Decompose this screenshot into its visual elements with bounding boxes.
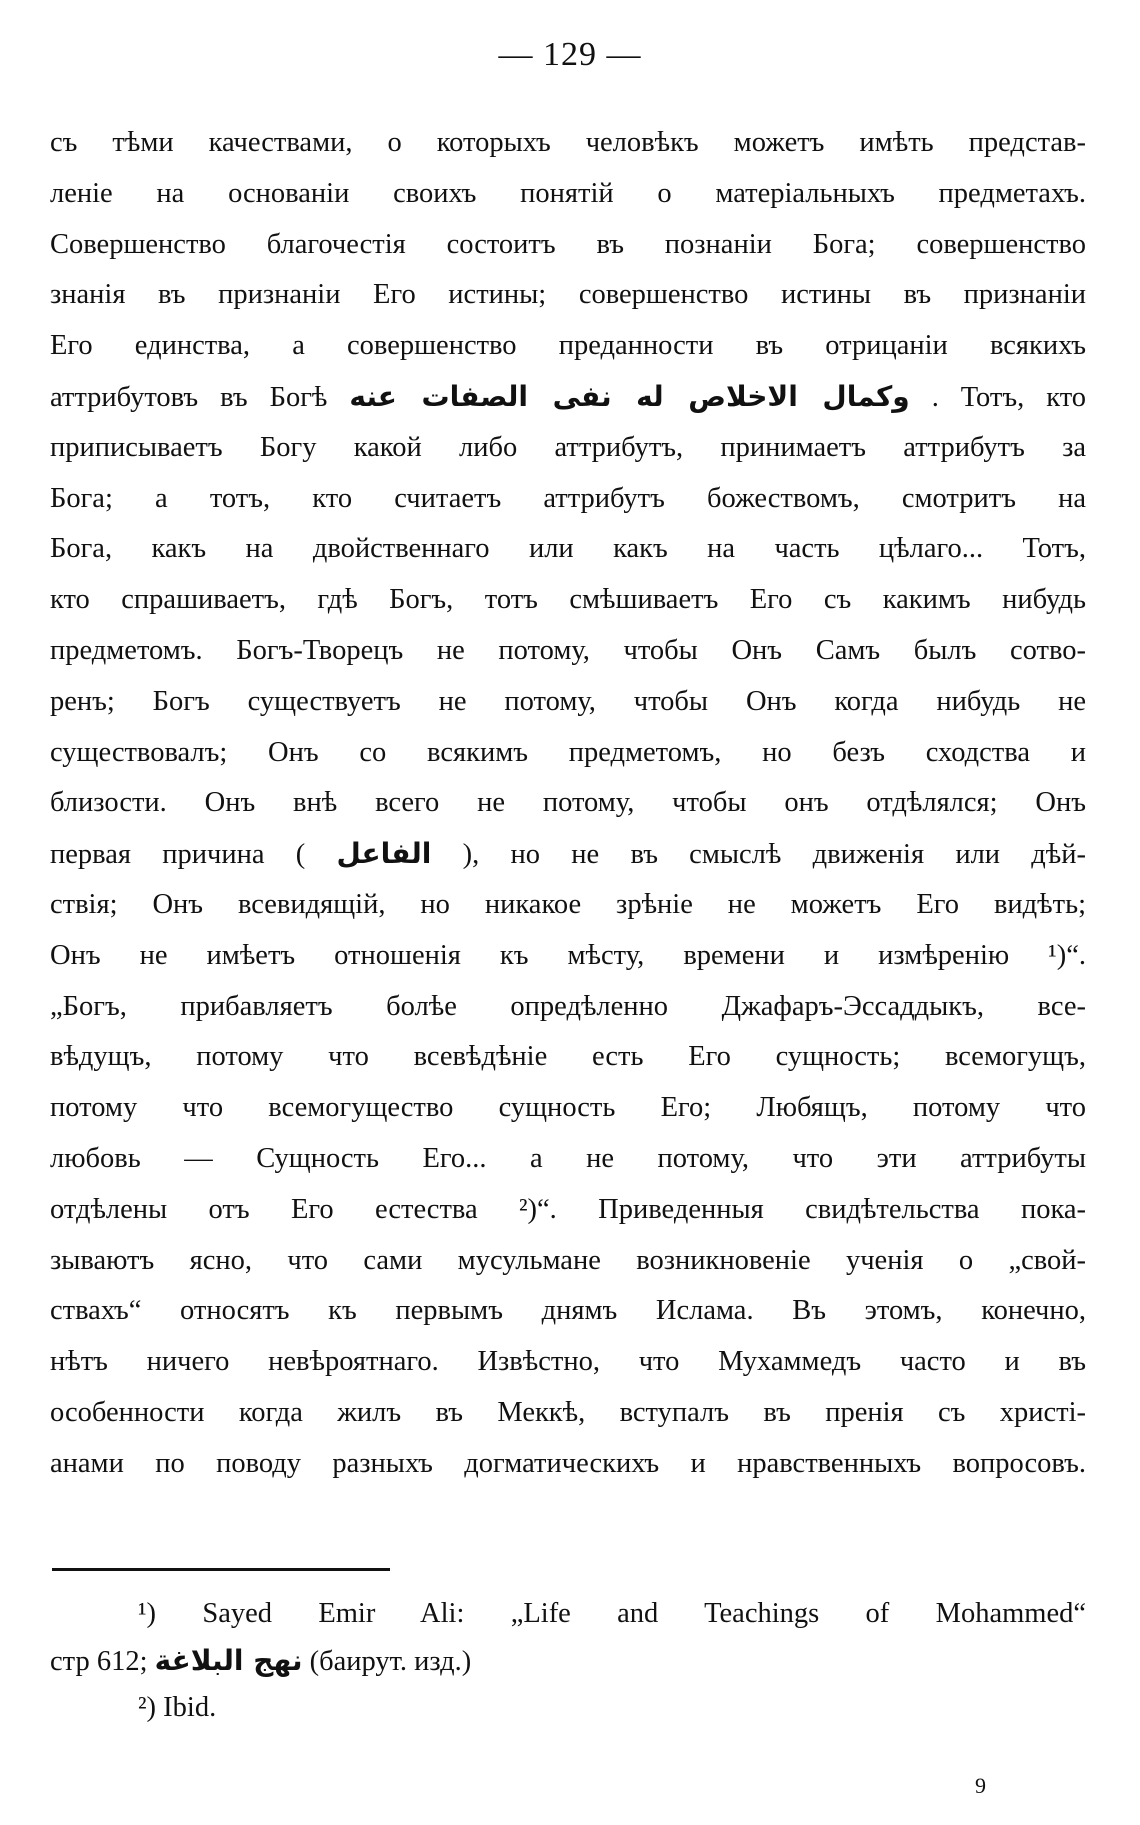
text-segment: первая причина ( (50, 839, 306, 871)
text-line: знанія въ признаніи Его истины; совершенство истины въ признаніи (50, 279, 1086, 311)
footnote-2: ²) Ibid. (138, 1692, 217, 1723)
text-line: Онъ не имѣетъ отношенія къ мѣсту, времени и измѣренію ¹)“. (50, 939, 1086, 971)
text-line: ствія; Онъ всевидящій, но никакое зрѣніе не можетъ Его видѣть; (50, 888, 1086, 920)
text-line: приписываетъ Богу какой либо аттрибутъ, принимаетъ аттрибутъ за (50, 431, 1086, 463)
text-segment: аттрибутовъ въ Богѣ (50, 381, 328, 413)
text-line: зываютъ ясно, что сами мусульмане возникновеніе ученія о „свой- (50, 1244, 1086, 1276)
text-line: Бога; а тотъ, кто считаетъ аттрибутъ божествомъ, смотритъ на (50, 482, 1086, 514)
text-line: съ тѣми качествами, о которыхъ человѣкъ можетъ имѣть представ- (50, 127, 1086, 158)
footnote-1-line: ¹) Sayed Emir Ali: „Life and Teachings of Mohammed“ (138, 1598, 1086, 1629)
footnote-separator (52, 1568, 390, 1571)
text-line-last: анами по поводу разныхъ догматическихъ и нравственныхъ вопросовъ. (50, 1447, 1086, 1479)
main-text (50, 118, 1086, 1490)
text-line: близости. Онъ внѣ всего не потому, чтобы онъ отдѣлялся; Онъ (50, 787, 1086, 819)
text-line: леніе на основаніи своихъ понятій о матеріальныхъ предметахъ. (50, 177, 1086, 209)
text-segment: ), но не въ смыслѣ движенія или дѣй- (462, 839, 1086, 871)
text-line: любовь — Сущность Его... а не потому, что эти аттрибуты (50, 1142, 1086, 1174)
text-line: Совершенство благочестія состоитъ въ познаніи Бога; совершенство (50, 228, 1086, 260)
text-line: потому что всемогущество сущность Его; Любящъ, потому что (50, 1092, 1086, 1124)
footnotes (50, 1590, 1086, 1731)
text-line-with-arabic-quote (50, 372, 1086, 423)
text-line: Его единства, а совершенство преданности въ отрицаніи всякихъ (50, 330, 1086, 362)
text-line: кто спрашиваетъ, гдѣ Богъ, тотъ смѣшиваетъ Его съ какимъ нибудь (50, 584, 1086, 616)
text-line: отдѣлены отъ Его естества ²)“. Приведенныя свидѣтельства пока- (50, 1193, 1086, 1225)
footnote-1-continuation (50, 1637, 1086, 1684)
text-line-with-arabic-term (50, 829, 1086, 880)
text-line: предметомъ. Богъ-Творецъ не потому, чтобы Онъ Самъ былъ сотво- (50, 634, 1086, 666)
signature-mark: 9 (975, 1773, 986, 1798)
text-segment: . Тотъ, кто (931, 381, 1086, 413)
text-line: особенности когда жилъ въ Меккѣ, вступалъ въ пренія съ христі- (50, 1396, 1086, 1428)
text-line: Бога, какъ на двойственнаго или какъ на часть цѣлаго... Тотъ, (50, 533, 1086, 565)
text-segment: стр 612; (50, 1646, 148, 1677)
text-line: ствахъ“ относятъ къ первымъ днямъ Ислама. Въ этомъ, конечно, (50, 1295, 1086, 1327)
text-segment: (баирут. изд.) (309, 1646, 472, 1677)
text-line: вѣдущъ, потому что всевѣдѣніе есть Его сущность; всемогущъ, (50, 1041, 1086, 1073)
text-line: „Богъ, прибавляетъ болѣе опредѣленно Джафаръ-Эссаддыкъ, все- (50, 990, 1086, 1022)
page-number: — 129 — (498, 36, 642, 73)
text-line: существовалъ; Онъ со всякимъ предметомъ, но безъ сходства и (50, 736, 1086, 768)
arabic-term: الفاعل (336, 837, 432, 871)
text-line: ренъ; Богъ существуетъ не потому, чтобы Онъ когда нибудь не (50, 685, 1086, 717)
arabic-quotation: وكمال الاخلاص له نفى الصفات عنه (349, 379, 910, 413)
text-line: нѣтъ ничего невѣроятнаго. Извѣстно, что Мухаммедъ часто и въ (50, 1346, 1086, 1378)
arabic-title: نهج البلاغة (154, 1644, 303, 1677)
